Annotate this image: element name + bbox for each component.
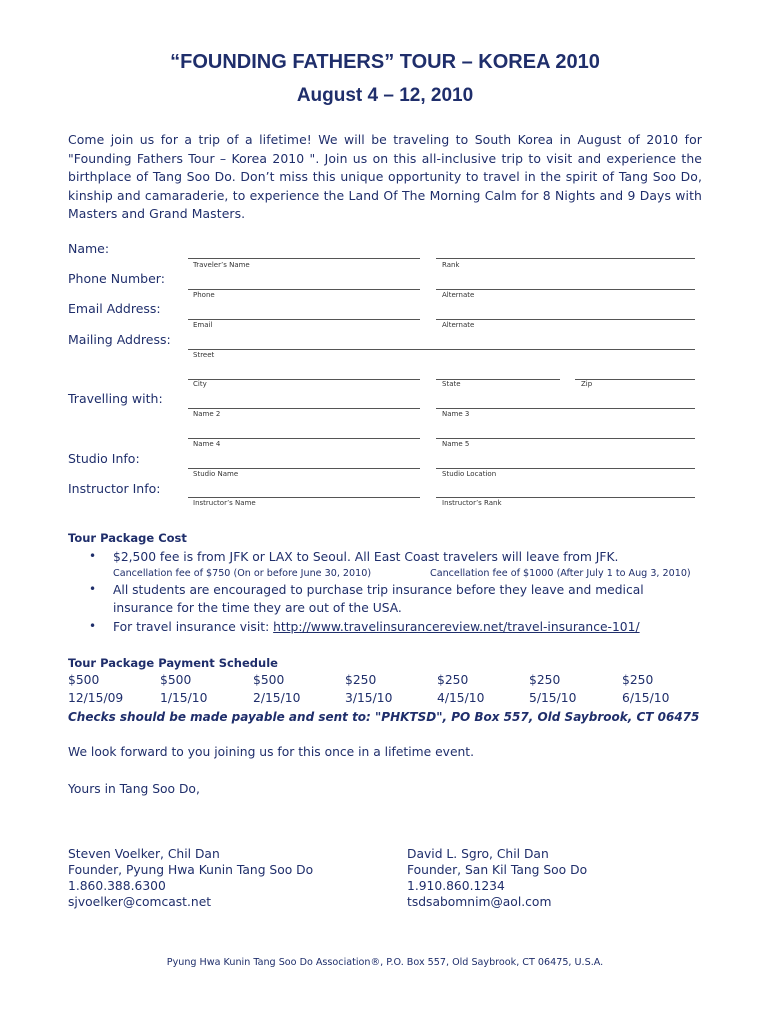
tour-dates: August 4 – 12, 2010: [296, 85, 474, 106]
closing-yours-text: Yours in Tang Soo Do,: [68, 782, 200, 796]
studio-name-field[interactable]: [188, 468, 420, 469]
email-label: Email Address:: [68, 301, 161, 316]
street-caption: Street: [193, 351, 215, 359]
payment-amount: $500: [253, 673, 285, 687]
zip-caption: Zip: [581, 380, 593, 388]
instructor-name-field[interactable]: [188, 497, 420, 498]
signer-phone: 1.860.388.6300: [68, 879, 166, 893]
closing-forward-text: We look forward to you joining us for this once in a lifetime event.: [68, 745, 475, 759]
payment-amount: $500: [68, 673, 100, 687]
checks-payable-text: Checks should be made payable and sent to: "PHKTSD", PO Box 557, Old Saybrook, CT 06475: [68, 710, 700, 724]
name4-field[interactable]: [188, 438, 420, 439]
city-caption: City: [193, 380, 207, 388]
phone-caption: Phone: [193, 291, 215, 299]
name2-caption: Name 2: [193, 410, 221, 418]
travelling-label: Travelling with:: [68, 391, 163, 406]
payment-amount: $500: [160, 673, 192, 687]
document-title: “FOUNDING FATHERS” TOUR – KOREA 2010: [170, 51, 600, 73]
name2-field[interactable]: [188, 408, 420, 409]
studio-location-field[interactable]: [436, 468, 695, 469]
name5-caption: Name 5: [442, 440, 470, 448]
payment-amount: $250: [529, 673, 561, 687]
phone-label: Phone Number:: [68, 271, 165, 286]
signer-email[interactable]: tsdsabomnim@aol.com: [407, 895, 552, 909]
signature-right: [407, 846, 587, 910]
signer-email[interactable]: sjvoelker@comcast.net: [68, 895, 212, 909]
email-field[interactable]: [188, 319, 420, 320]
signer-title: Founder, Pyung Hwa Kunin Tang Soo Do: [68, 863, 314, 877]
cancellation-fee-early: Cancellation fee of $750 (On or before June 30, 2010): [113, 568, 372, 579]
signature-left: [68, 846, 313, 910]
street-field[interactable]: [188, 349, 695, 350]
studio-location-caption: Studio Location: [442, 470, 497, 478]
bullet-icon: •: [89, 582, 97, 596]
insurance-text-line1: All students are encouraged to purchase trip insurance before they leave and medical: [113, 583, 644, 597]
travel-insurance-link[interactable]: http://www.travelinsurancereview.net/travel-insurance-101/: [273, 620, 640, 634]
zip-field[interactable]: [575, 379, 695, 380]
alternate-email-field[interactable]: [436, 319, 695, 320]
cancellation-fee-late: Cancellation fee of $1000 (After July 1 to Aug 3, 2010): [430, 568, 691, 579]
city-field[interactable]: [188, 379, 420, 380]
alternate-phone-caption: Alternate: [442, 291, 475, 299]
alternate-email-caption: Alternate: [442, 321, 475, 329]
payment-date: 12/15/09: [68, 691, 124, 705]
studio-name-caption: Studio Name: [193, 470, 239, 478]
tour-cost-title: Tour Package Cost: [68, 531, 187, 545]
instructor-label: Instructor Info:: [68, 481, 161, 496]
footer-address: Pyung Hwa Kunin Tang Soo Do Association®, P.O. Box 557, Old Saybrook, CT 06475, U.S.A.: [166, 957, 604, 968]
tour-cost-fee-text: $2,500 fee is from JFK or LAX to Seoul. All East Coast travelers will leave from JFK.: [113, 550, 619, 564]
alternate-phone-field[interactable]: [436, 289, 695, 290]
payment-date: 3/15/10: [345, 691, 393, 705]
mailing-label: Mailing Address:: [68, 332, 171, 347]
state-caption: State: [442, 380, 461, 388]
rank-caption: Rank: [442, 261, 460, 269]
name3-caption: Name 3: [442, 410, 470, 418]
payment-schedule-title: Tour Package Payment Schedule: [68, 656, 278, 670]
travelers-name-caption: Traveler’s Name: [193, 261, 250, 269]
payment-amount: $250: [345, 673, 377, 687]
signer-title: Founder, San Kil Tang Soo Do: [407, 863, 588, 877]
signer-name: David L. Sgro, Chil Dan: [407, 847, 549, 861]
instructor-rank-field[interactable]: [436, 497, 695, 498]
intro-paragraph: Come join us for a trip of a lifetime! We will be traveling to South Korea in August of 2010 for "Founding Fathers Tour – Korea 2010 ". Join us on this all-inclusive trip to visit and experience the birthplace of Tang Soo Do. Don’t miss this unique opportunity to travel in the spirit of Tang Soo Do, kinship and camaraderie, to experience the Land Of The Morning Calm for 8 Nights and 9 Days with Masters and Grand Masters.: [68, 132, 702, 222]
travel-insurance-prefix: For travel insurance visit:: [113, 620, 274, 634]
payment-date: 5/15/10: [529, 691, 577, 705]
name-label: Name:: [68, 241, 110, 256]
rank-field[interactable]: [436, 258, 695, 259]
payment-date: 2/15/10: [253, 691, 301, 705]
instructor-rank-caption: Instructor’s Rank: [442, 499, 502, 507]
bullet-icon: •: [89, 619, 97, 633]
insurance-text-line2: insurance for the time they are out of the USA.: [113, 601, 402, 615]
payment-amount: $250: [437, 673, 469, 687]
name3-field[interactable]: [436, 408, 695, 409]
travel-insurance-text: [113, 618, 640, 636]
signer-name: Steven Voelker, Chil Dan: [68, 847, 220, 861]
email-caption: Email: [193, 321, 213, 329]
bullet-icon: •: [89, 549, 97, 563]
payment-date: 1/15/10: [160, 691, 208, 705]
travelers-name-field[interactable]: [188, 258, 420, 259]
payment-amount: $250: [622, 673, 654, 687]
name5-field[interactable]: [436, 438, 695, 439]
phone-field[interactable]: [188, 289, 420, 290]
payment-date: 4/15/10: [437, 691, 485, 705]
signer-phone: 1.910.860.1234: [407, 879, 505, 893]
studio-label: Studio Info:: [68, 451, 140, 466]
instructor-name-caption: Instructor’s Name: [193, 499, 256, 507]
name4-caption: Name 4: [193, 440, 221, 448]
payment-date: 6/15/10: [622, 691, 670, 705]
